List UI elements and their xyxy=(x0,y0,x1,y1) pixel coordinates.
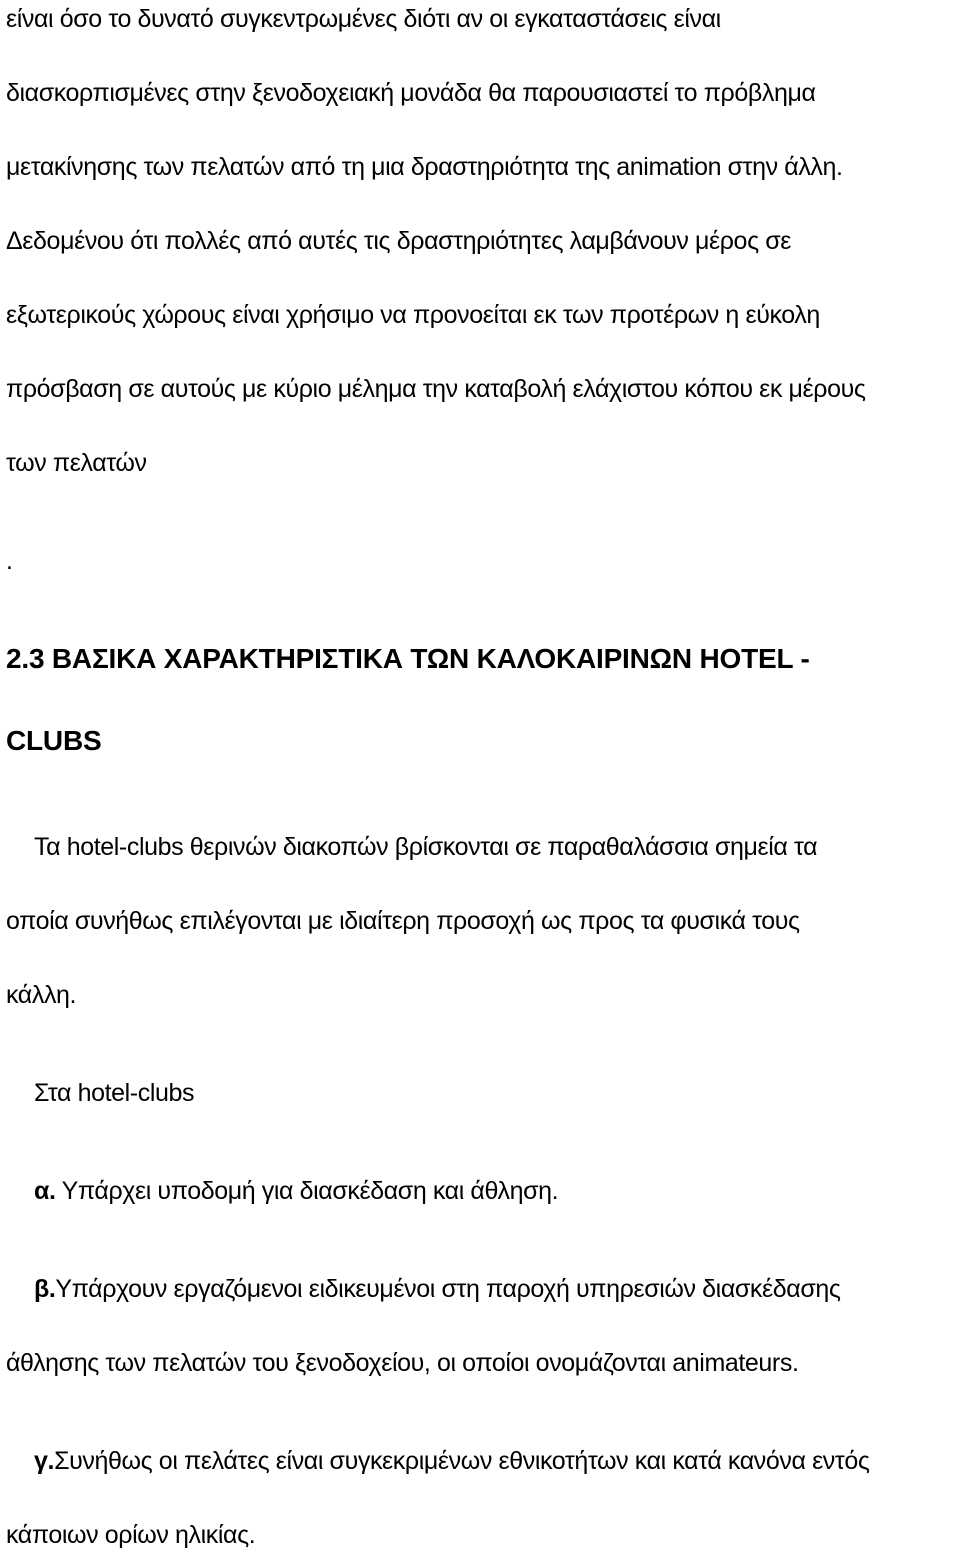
list-item xyxy=(34,1274,841,1304)
list-marker: β. xyxy=(34,1275,56,1303)
list-item-text: Υπάρχει υποδομή για διασκέδαση και άθληση. xyxy=(61,1177,559,1205)
list-intro: Στα hotel-clubs xyxy=(34,1079,195,1107)
stray-period: . xyxy=(6,547,13,575)
section-heading: 2.3 ΒΑΣΙΚΑ ΧΑΡΑΚΤΗΡΙΣΤΙΚΑ ΤΩΝ ΚΑΛΟΚΑΙΡΙΝΩΝ HOTEL - xyxy=(6,643,810,674)
list-item-continued: κάποιων ορίων ηλικίας. xyxy=(6,1521,256,1549)
list-item xyxy=(34,1176,558,1206)
paragraph-line: Δεδομένου ότι πολλές από αυτές τις δραστηριότητες λαμβάνουν μέρος σε xyxy=(6,227,792,255)
paragraph-line: είναι όσο το δυνατό συγκεντρωμένες διότι αν οι εγκαταστάσεις είναι xyxy=(6,5,721,33)
paragraph-line: εξωτερικούς χώρους είναι χρήσιμο να προνοείται εκ των προτέρων η εύκολη xyxy=(6,301,820,329)
paragraph-line: πρόσβαση σε αυτούς με κύριο μέλημα την καταβολή ελάχιστου κόπου εκ μέρους xyxy=(6,375,866,403)
paragraph-line: των πελατών xyxy=(6,449,147,477)
list-item-continued: άθλησης των πελατών του ξενοδοχείου, οι οποίοι ονομάζονται animateurs. xyxy=(6,1349,799,1377)
list-marker: γ. xyxy=(34,1447,55,1475)
paragraph-line: οποία συνήθως επιλέγονται με ιδιαίτερη προσοχή ως προς τα φυσικά τους xyxy=(6,907,800,935)
paragraph-line: μετακίνησης των πελατών από τη μια δραστηριότητα της animation στην άλλη. xyxy=(6,153,843,181)
section-heading-continued: CLUBS xyxy=(6,725,102,756)
list-item-text: Συνήθως οι πελάτες είναι συγκεκριμένων εθνικοτήτων και κατά κανόνα εντός xyxy=(54,1447,870,1475)
list-marker: α. xyxy=(34,1177,56,1205)
paragraph-line: Τα hotel-clubs θερινών διακοπών βρίσκονται σε παραθαλάσσια σημεία τα xyxy=(34,833,818,861)
list-item-text: Υπάρχουν εργαζόμενοι ειδικευμένοι στη παροχή υπηρεσιών διασκέδασης xyxy=(55,1275,841,1303)
list-item xyxy=(34,1446,870,1476)
paragraph-line: διασκορπισμένες στην ξενοδοχειακή μονάδα θα παρουσιαστεί το πρόβλημα xyxy=(6,79,816,107)
paragraph-line: κάλλη. xyxy=(6,981,77,1009)
